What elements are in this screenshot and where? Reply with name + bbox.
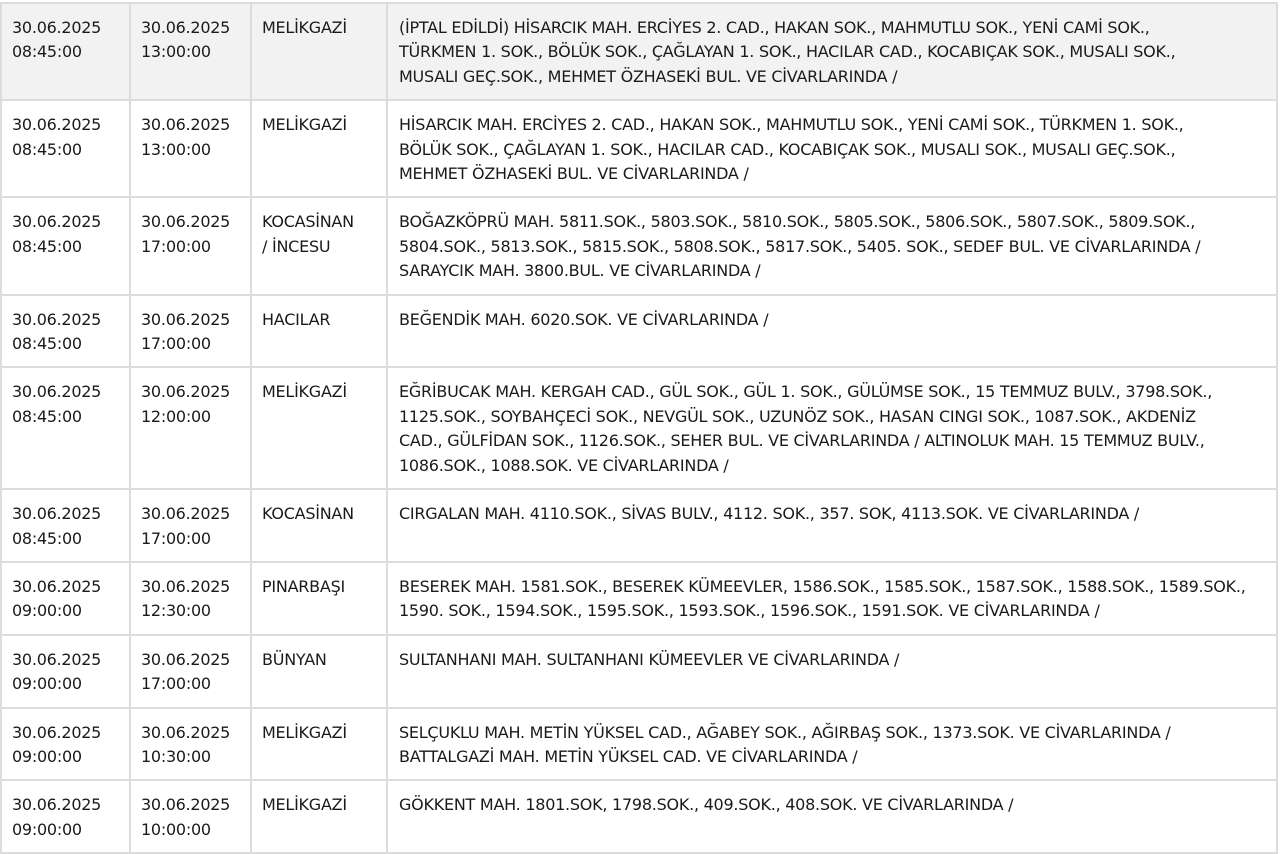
address-line: 1125.SOK., SOYBAHÇECİ SOK., NEVGÜL SOK., UZUNÖZ SOK., HASAN CINGI SOK., 1087.SOK., AKDENİZ [399,406,1196,426]
start-time: 09:00:00 [12,746,82,766]
end-time: 17:00:00 [141,236,211,256]
district-line: KOCASİNAN [262,504,354,524]
end-date: 30.06.2025 [141,649,231,669]
start-time: 08:45:00 [12,236,82,256]
district-line: KOCASİNAN [262,212,354,232]
address-line: SELÇUKLU MAH. METİN YÜKSEL CAD., AĞABEY SOK., AĞIRBAŞ SOK., 1373.SOK. VE CİVARLARINDA / [399,722,1171,742]
table-row [1,100,1277,197]
address-line: BÖLÜK SOK., ÇAĞLAYAN 1. SOK., HACILAR CAD., KOCABIÇAK SOK., MUSALI SOK., MUSALI GEÇ.SOK., [399,139,1176,159]
address-line: CIRGALAN MAH. 4110.SOK., SİVAS BULV., 4112. SOK., 357. SOK, 4113.SOK. VE CİVARLARINDA / [399,504,1140,524]
district-line: MELİKGAZİ [262,795,347,815]
address-line: 1086.SOK., 1088.SOK. VE CİVARLARINDA / [399,455,729,475]
end-date: 30.06.2025 [141,795,231,815]
start-time: 08:45:00 [12,42,82,62]
end-time: 13:00:00 [141,42,211,62]
district-line: MELİKGAZİ [262,18,347,37]
end-cell [130,100,251,197]
start-date: 30.06.2025 [12,649,102,669]
address-cell [387,635,1277,708]
end-time: 17:00:00 [141,528,211,548]
district-line: MELİKGAZİ [262,722,347,742]
end-date: 30.06.2025 [141,576,231,596]
table-row [1,635,1277,708]
address-line: BOĞAZKÖPRÜ MAH. 5811.SOK., 5803.SOK., 5810.SOK., 5805.SOK., 5806.SOK., 5807.SOK., 5809.SOK., [399,212,1196,232]
address-line: BATTALGAZİ MAH. METİN YÜKSEL CAD. VE CİVARLARINDA / [399,746,858,766]
end-date: 30.06.2025 [141,504,231,524]
district-cell [251,3,387,100]
table-row [1,197,1277,294]
address-line: MEHMET ÖZHASEKİ BUL. VE CİVARLARINDA / [399,164,749,184]
district-line: / İNCESU [262,236,331,256]
start-date: 30.06.2025 [12,795,102,815]
start-date: 30.06.2025 [12,18,102,37]
start-cell [1,3,130,100]
address-line: 5804.SOK., 5813.SOK., 5815.SOK., 5808.SOK., 5817.SOK., 5405. SOK., SEDEF BUL. VE CİVARLARINDA / [399,236,1201,256]
address-line: GÖKKENT MAH. 1801.SOK, 1798.SOK., 409.SOK., 408.SOK. VE CİVARLARINDA / [399,795,1014,815]
start-time: 08:45:00 [12,139,82,159]
start-time: 09:00:00 [12,674,82,694]
start-time: 09:00:00 [12,819,82,839]
start-time: 08:45:00 [12,334,82,354]
address-line: EĞRİBUCAK MAH. KERGAH CAD., GÜL SOK., GÜL 1. SOK., GÜLÜMSE SOK., 15 TEMMUZ BULV., 3798.SOK., [399,382,1213,402]
start-date: 30.06.2025 [12,722,102,742]
start-date: 30.06.2025 [12,504,102,524]
end-cell [130,295,251,368]
end-cell [130,197,251,294]
address-line: 1590. SOK., 1594.SOK., 1595.SOK., 1593.SOK., 1596.SOK., 1591.SOK. VE CİVARLARINDA / [399,601,1100,621]
table-row [1,562,1277,635]
district-cell [251,562,387,635]
start-date: 30.06.2025 [12,309,102,329]
table-row [1,3,1277,100]
district-line: HACILAR [262,309,331,329]
start-time: 08:45:00 [12,528,82,548]
end-time: 17:00:00 [141,674,211,694]
end-cell [130,562,251,635]
district-cell [251,367,387,489]
start-cell [1,367,130,489]
end-date: 30.06.2025 [141,309,231,329]
end-date: 30.06.2025 [141,115,231,135]
end-time: 10:30:00 [141,746,211,766]
end-cell [130,3,251,100]
start-cell [1,295,130,368]
start-cell [1,635,130,708]
start-date: 30.06.2025 [12,212,102,232]
address-line: HİSARCIK MAH. ERCİYES 2. CAD., HAKAN SOK., MAHMUTLU SOK., YENİ CAMİ SOK., TÜRKMEN 1. SOK., [399,115,1184,135]
end-date: 30.06.2025 [141,18,231,37]
table-row [1,367,1277,489]
start-cell [1,489,130,562]
district-cell [251,489,387,562]
address-line: BESEREK MAH. 1581.SOK., BESEREK KÜMEEVLER, 1586.SOK., 1585.SOK., 1587.SOK., 1588.SOK., 1589.SOK., [399,576,1246,596]
address-cell [387,100,1277,197]
end-time: 17:00:00 [141,334,211,354]
district-line: MELİKGAZİ [262,115,347,135]
address-line: TÜRKMEN 1. SOK., BÖLÜK SOK., ÇAĞLAYAN 1. SOK., HACILAR CAD., KOCABIÇAK SOK., MUSALI SOK., [399,42,1176,62]
start-cell [1,562,130,635]
district-line: PINARBAŞI [262,576,345,596]
address-cell [387,295,1277,368]
address-line: SARAYCIK MAH. 3800.BUL. VE CİVARLARINDA / [399,261,761,281]
district-cell [251,708,387,781]
address-line: CAD., GÜLFİDAN SOK., 1126.SOK., SEHER BUL. VE CİVARLARINDA / ALTINOLUK MAH. 15 TEMMUZ BULV., [399,431,1205,451]
end-cell [130,489,251,562]
address-cell [387,3,1277,100]
outage-table [0,2,1278,854]
address-cell [387,489,1277,562]
district-line: MELİKGAZİ [262,382,347,402]
district-cell [251,635,387,708]
address-line: MUSALI GEÇ.SOK., MEHMET ÖZHASEKİ BUL. VE CİVARLARINDA / [399,66,898,86]
address-line: SULTANHANI MAH. SULTANHANI KÜMEEVLER VE CİVARLARINDA / [399,649,900,669]
district-cell [251,295,387,368]
end-cell [130,635,251,708]
start-date: 30.06.2025 [12,382,102,402]
end-time: 12:30:00 [141,601,211,621]
address-line: BEĞENDİK MAH. 6020.SOK. VE CİVARLARINDA / [399,309,769,329]
district-cell [251,100,387,197]
address-line: (İPTAL EDİLDİ) HİSARCIK MAH. ERCİYES 2. CAD., HAKAN SOK., MAHMUTLU SOK., YENİ CAMİ SOK., [399,18,1150,37]
start-time: 09:00:00 [12,601,82,621]
start-date: 30.06.2025 [12,115,102,135]
end-cell [130,708,251,781]
end-time: 10:00:00 [141,819,211,839]
end-date: 30.06.2025 [141,212,231,232]
start-time: 08:45:00 [12,406,82,426]
start-date: 30.06.2025 [12,576,102,596]
end-cell [130,367,251,489]
table-row [1,489,1277,562]
table-row [1,708,1277,781]
end-date: 30.06.2025 [141,722,231,742]
start-cell [1,100,130,197]
end-time: 13:00:00 [141,139,211,159]
end-time: 12:00:00 [141,406,211,426]
district-cell [251,197,387,294]
start-cell [1,708,130,781]
address-cell [387,562,1277,635]
start-cell [1,197,130,294]
address-cell [387,197,1277,294]
district-line: BÜNYAN [262,649,327,669]
address-cell [387,367,1277,489]
address-cell [387,708,1277,781]
end-date: 30.06.2025 [141,382,231,402]
table-row [1,295,1277,368]
